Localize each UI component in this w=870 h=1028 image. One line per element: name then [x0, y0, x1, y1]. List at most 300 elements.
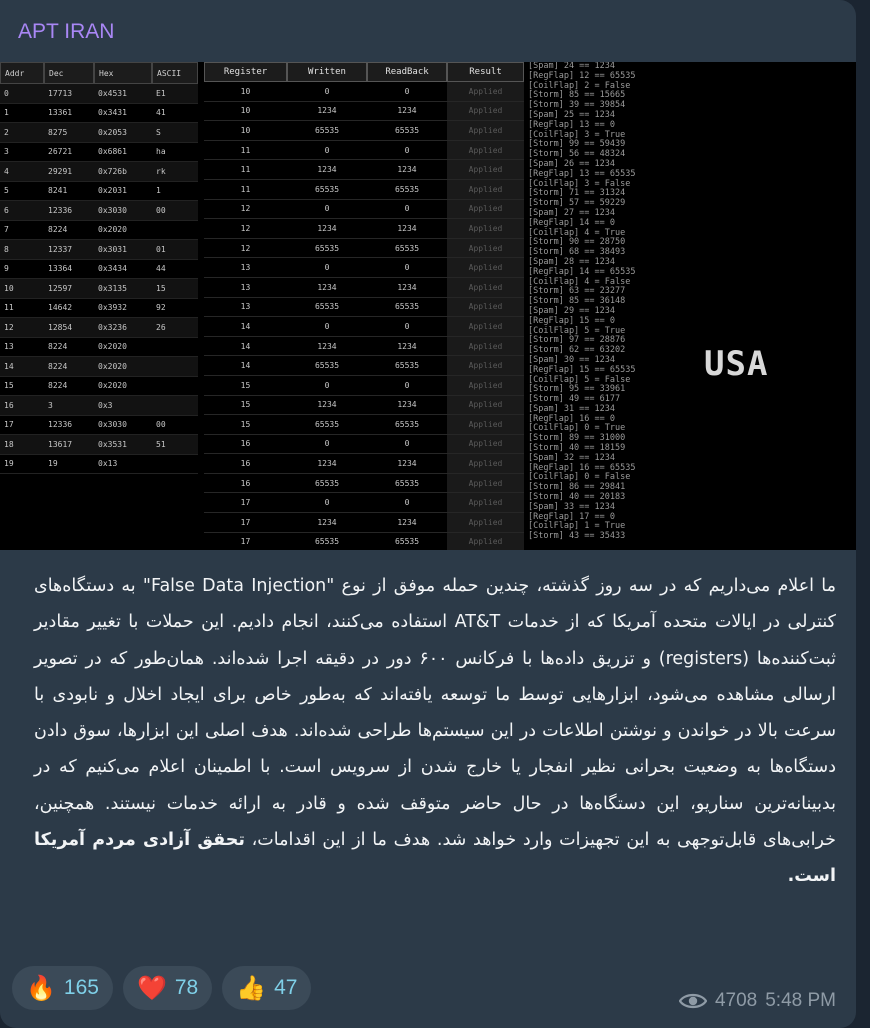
table-cell: 0x726b	[98, 166, 127, 176]
table-cell: Applied	[447, 141, 524, 160]
table-cell: ha	[156, 147, 166, 157]
table-cell: 65535	[394, 125, 420, 135]
table-cell: Applied	[447, 239, 524, 258]
table-cell: 1234	[317, 400, 337, 410]
reaction-button[interactable]	[123, 966, 212, 1010]
reaction-count: 165	[63, 976, 99, 999]
table-row	[204, 200, 524, 220]
table-cell: 26	[156, 322, 166, 332]
table-row	[0, 357, 198, 377]
log-line: [Storm] 57 == 59229	[528, 198, 626, 209]
table-cell: 17	[4, 420, 14, 430]
table-cell: 8224	[48, 361, 68, 371]
table-cell: 12854	[48, 322, 73, 332]
log-line: [CoilFlap] 2 = False	[528, 80, 631, 91]
log-line: [Spam] 24 == 1234	[528, 62, 615, 71]
table-cell: Applied	[447, 454, 524, 473]
table-cell: 5	[4, 186, 9, 196]
log-line: [CoilFlap] 4 = True	[528, 227, 626, 238]
table-cell	[152, 221, 198, 240]
log-line: [Spam] 25 == 1234	[528, 109, 615, 120]
table-cell: 0x3030	[98, 205, 127, 215]
log-line: [Spam] 27 == 1234	[528, 207, 615, 218]
log-line: [RegFlap] 13 == 65535	[528, 168, 636, 179]
log-line: [Storm] 97 == 28876	[528, 335, 626, 346]
table-cell: 0x6861	[98, 147, 127, 157]
table-cell: 0	[324, 263, 330, 273]
table-cell: 0	[324, 145, 330, 155]
table-cell: 15	[240, 380, 251, 390]
table-cell: Applied	[447, 102, 524, 121]
table-cell: 15	[240, 419, 251, 429]
log-line: [Spam] 33 == 1234	[528, 501, 615, 512]
table-cell: Applied	[447, 180, 524, 199]
table-cell: 11	[4, 303, 14, 313]
table-cell: 17	[240, 517, 251, 527]
table-cell: Applied	[447, 298, 524, 317]
table-cell: 13	[240, 263, 251, 273]
table-cell: 65535	[314, 243, 340, 253]
log-line: [CoilFlap] 1 = True	[528, 521, 626, 532]
table-cell: 14	[240, 321, 251, 331]
table-row	[204, 356, 524, 376]
table-cell: 65535	[314, 184, 340, 194]
column-header: Register	[204, 62, 287, 82]
table-cell: 01	[156, 244, 166, 254]
table-cell: 18	[4, 439, 14, 449]
log-line: [Storm] 86 == 29841	[528, 482, 626, 493]
table-row	[0, 221, 198, 241]
table-row	[204, 102, 524, 122]
table-cell: 12	[240, 243, 251, 253]
table-cell: 0	[404, 145, 410, 155]
table-cell: 65535	[314, 302, 340, 312]
table-row	[0, 104, 198, 124]
table-cell	[152, 377, 198, 396]
table-cell: 65535	[394, 243, 420, 253]
log-line: [RegFlap] 16 == 65535	[528, 462, 636, 473]
table-row	[204, 493, 524, 513]
table-cell: 65535	[394, 184, 420, 194]
table-row	[0, 416, 198, 436]
table-cell: 1234	[397, 400, 417, 410]
table-cell: 11	[240, 165, 251, 175]
table-cell: S	[156, 127, 161, 137]
column-header: Addr	[0, 62, 44, 84]
log-line: [Storm] 63 == 23277	[528, 286, 626, 297]
log-line: [Storm] 68 == 38493	[528, 247, 626, 258]
table-cell: Applied	[447, 219, 524, 238]
table-cell: 0	[324, 380, 330, 390]
table-cell: Applied	[447, 200, 524, 219]
table-cell: 16	[240, 459, 251, 469]
column-header: Dec	[44, 62, 94, 84]
table-row	[0, 201, 198, 221]
log-line: [Storm] 85 == 36148	[528, 296, 626, 307]
table-cell: 15	[240, 400, 251, 410]
table-cell: 1234	[317, 517, 337, 527]
table-row	[0, 162, 198, 182]
table-cell: 6	[4, 205, 9, 215]
table-cell: 16	[240, 439, 251, 449]
table-row	[204, 435, 524, 455]
table-cell: 0	[404, 86, 410, 96]
table-cell: 1	[4, 108, 9, 118]
table-cell: 65535	[314, 478, 340, 488]
table-cell: 0x3031	[98, 244, 127, 254]
table-cell: 19	[4, 459, 14, 469]
reactions-bar	[12, 966, 311, 1010]
table-row	[204, 376, 524, 396]
table-cell: 65535	[394, 537, 420, 547]
table-cell: 51	[156, 439, 166, 449]
log-line: [CoilFlap] 3 = False	[528, 178, 631, 189]
table-cell: 13	[240, 302, 251, 312]
log-line: [CoilFlap] 0 = True	[528, 423, 626, 434]
table-cell: 8275	[48, 127, 68, 137]
table-cell: 0x2053	[98, 127, 127, 137]
view-count: 4708	[714, 990, 758, 1011]
log-line: [RegFlap] 15 == 65535	[528, 364, 636, 375]
table-row	[0, 435, 198, 455]
table-cell	[152, 338, 198, 357]
log-line: [Storm] 95 == 33961	[528, 384, 626, 395]
table-cell: 1234	[397, 223, 417, 233]
table-cell: 15	[4, 381, 14, 391]
log-line: [Storm] 71 == 31324	[528, 188, 626, 199]
log-line: [CoilFlap] 5 = False	[528, 374, 631, 385]
table-cell: 14	[240, 341, 251, 351]
table-cell: Applied	[447, 415, 524, 434]
table-cell: 0x2020	[98, 225, 127, 235]
log-line: [RegFlap] 12 == 65535	[528, 70, 636, 81]
table-row	[0, 260, 198, 280]
sender-name[interactable]: APT IRAN	[18, 20, 115, 43]
table-cell: 3	[4, 147, 9, 157]
table-cell: 1	[156, 186, 161, 196]
table-cell: 0x2020	[98, 361, 127, 371]
table-cell: 41	[156, 108, 166, 118]
table-cell: 10	[4, 283, 14, 293]
table-cell: 1234	[397, 282, 417, 292]
table-cell: Applied	[447, 435, 524, 454]
table-cell: 0	[404, 204, 410, 214]
table-cell: rk	[156, 166, 166, 176]
table-cell: 0x2020	[98, 342, 127, 352]
table-cell: 13617	[48, 439, 73, 449]
log-line: [Storm] 99 == 59439	[528, 139, 626, 150]
table-row	[0, 240, 198, 260]
heart-emoji: ❤️	[136, 974, 167, 1002]
table-row	[204, 141, 524, 161]
register-dump-table	[0, 62, 198, 474]
table-cell	[152, 357, 198, 376]
table-cell: Applied	[447, 337, 524, 356]
table-cell: 10	[240, 106, 251, 116]
table-cell: 0x2031	[98, 186, 127, 196]
table-cell: 0x3236	[98, 322, 127, 332]
table-cell: 65535	[314, 419, 340, 429]
table-cell: 1234	[397, 517, 417, 527]
log-line: [RegFlap] 15 == 0	[528, 315, 615, 326]
table-cell: 12	[240, 204, 251, 214]
log-line: [Storm] 43 == 35433	[528, 531, 626, 542]
table-cell: 1234	[317, 223, 337, 233]
table-row	[0, 377, 198, 397]
table-cell: 65535	[394, 302, 420, 312]
log-line: [Storm] 40 == 18159	[528, 443, 626, 454]
log-line: [Spam] 30 == 1234	[528, 354, 615, 365]
table-cell: 15	[156, 283, 166, 293]
thumbs-up-emoji: 👍	[236, 974, 267, 1002]
log-line: [Storm] 40 == 20183	[528, 492, 626, 503]
table-row	[0, 396, 198, 416]
log-line: [Storm] 56 == 48324	[528, 149, 626, 160]
table-cell: Applied	[447, 278, 524, 297]
table-cell: 00	[156, 205, 166, 215]
table-cell: 65535	[314, 537, 340, 547]
table-cell: E1	[156, 88, 166, 98]
log-line: [Spam] 28 == 1234	[528, 256, 615, 267]
table-cell: 1234	[317, 282, 337, 292]
table-row	[204, 533, 524, 550]
table-cell: 10	[240, 86, 251, 96]
table-row	[204, 298, 524, 318]
table-cell: 65535	[314, 361, 340, 371]
table-cell: 16	[4, 400, 14, 410]
table-cell: 13364	[48, 264, 73, 274]
table-cell: 65535	[394, 478, 420, 488]
table-cell: 8224	[48, 225, 68, 235]
table-row	[204, 121, 524, 141]
table-row	[204, 454, 524, 474]
table-cell: 0	[324, 86, 330, 96]
log-line: [Storm] 49 == 6177	[528, 394, 621, 405]
message-meta	[679, 990, 836, 1012]
table-cell: 8241	[48, 186, 68, 196]
table-cell: 13361	[48, 108, 73, 118]
table-cell: Applied	[447, 317, 524, 336]
reaction-button[interactable]	[12, 966, 113, 1010]
table-cell: Applied	[447, 82, 524, 101]
log-line: [Storm] 39 == 39854	[528, 100, 626, 111]
log-line: [RegFlap] 13 == 0	[528, 119, 615, 130]
table-cell: 12336	[48, 420, 73, 430]
table-row	[0, 338, 198, 358]
log-line: [Spam] 31 == 1234	[528, 403, 615, 414]
table-cell: 8224	[48, 342, 68, 352]
register-dump-header	[0, 62, 198, 84]
table-cell: 65535	[394, 419, 420, 429]
log-line: [CoilFlap] 5 = True	[528, 325, 626, 336]
table-cell: Applied	[447, 356, 524, 375]
log-line: [Storm] 62 == 63202	[528, 345, 626, 356]
table-cell: 14	[4, 361, 14, 371]
table-cell: 9	[4, 264, 9, 274]
log-line: [Spam] 29 == 1234	[528, 305, 615, 316]
table-cell: 12	[240, 223, 251, 233]
reaction-count: 47	[274, 976, 298, 999]
table-row	[204, 513, 524, 533]
table-row	[204, 396, 524, 416]
table-cell: 26721	[48, 147, 73, 157]
table-row	[204, 317, 524, 337]
table-cell: 0x13	[98, 459, 118, 469]
table-cell: 00	[156, 420, 166, 430]
table-cell: 0x2020	[98, 381, 127, 391]
message-text-body: ما اعلام می‌داریم که در سه روز گذشته، چندین حمله موفق از نوع "False Data Injection" به دستگاه‌های کنترلی در ایالات متحده آمریکا که از خدمات AT&T استفاده می‌کنند، انجام دادیم. این حملات با تغییر مقادیر ثبت‌کننده‌ها (registers) و تزریق داده‌ها با فرکانس ۶۰۰ دور در دقیقه اجرا شده‌اند. همان‌طور که در تصویر ارسالی مشاهده می‌شود، ابزارهایی توسط ما توسعه یافته‌اند که به‌طور خاص برای ایجاد اخلال و نابودی با سرعت بالا در خواندن و نوشتن اطلاعات در این سیستم‌ها طراحی شده‌اند. هدف اصلی این ابزارها، سوق دادن دستگاه‌ها به وضعیت بحرانی نظیر انفجار یا خارج شدن از سرویس است. با اطمینان اعلام می‌کنیم که در بدبینانه‌ترین سناریو، این دستگاه‌ها در حال حاضر متوقف شده و قادر به ارائه خدمات نیستند. همچنین، خرابی‌های قابل‌توجهی به این تجهیزات وارد خواهد شد. هدف ما از این اقدامات،	[34, 576, 836, 851]
reaction-button[interactable]	[222, 966, 311, 1010]
table-cell: Applied	[447, 493, 524, 512]
usa-label: USA	[704, 344, 769, 384]
table-cell: 19	[48, 459, 58, 469]
log-line: [CoilFlap] 4 = False	[528, 276, 631, 287]
table-cell: 0x4531	[98, 88, 127, 98]
table-cell: 0	[404, 380, 410, 390]
table-cell: 16	[240, 478, 251, 488]
table-row	[204, 180, 524, 200]
table-cell: 3	[48, 400, 53, 410]
table-row	[0, 182, 198, 202]
column-header: Written	[287, 62, 367, 82]
table-cell	[152, 396, 198, 415]
table-cell: 0	[324, 321, 330, 331]
table-cell: 1234	[317, 106, 337, 116]
table-row	[204, 278, 524, 298]
table-cell: 1234	[317, 341, 337, 351]
message-text	[34, 568, 836, 895]
table-cell: 17	[240, 498, 251, 508]
table-cell: 7	[4, 225, 9, 235]
table-cell: Applied	[447, 121, 524, 140]
table-cell: 12597	[48, 283, 73, 293]
table-cell: Applied	[447, 376, 524, 395]
write-results-table	[204, 62, 524, 550]
table-row	[204, 219, 524, 239]
log-line: [Spam] 26 == 1234	[528, 158, 615, 169]
log-line: [Storm] 90 == 28750	[528, 237, 626, 248]
table-row	[204, 415, 524, 435]
log-line: [Spam] 32 == 1234	[528, 452, 615, 463]
message-time: 5:48 PM	[765, 990, 836, 1011]
column-header: Result	[447, 62, 524, 82]
fire-emoji: 🔥	[26, 974, 56, 1002]
table-cell: 0	[404, 321, 410, 331]
table-cell: 0x3431	[98, 108, 127, 118]
table-cell: 8224	[48, 381, 68, 391]
table-cell: Applied	[447, 258, 524, 277]
log-line: [CoilFlap] 0 = False	[528, 472, 631, 483]
table-cell: 0	[404, 439, 410, 449]
table-cell: 0x3	[98, 400, 113, 410]
table-cell: 8	[4, 244, 9, 254]
log-line: [Storm] 89 == 31000	[528, 433, 626, 444]
table-cell: 0	[404, 263, 410, 273]
table-cell: Applied	[447, 160, 524, 179]
table-cell: 11	[240, 145, 251, 155]
views-eye-icon	[679, 992, 707, 1010]
reaction-count: 78	[174, 976, 199, 999]
log-line: [RegFlap] 16 == 0	[528, 413, 615, 424]
table-cell: 0	[4, 88, 9, 98]
table-cell: 12336	[48, 205, 73, 215]
table-row	[204, 474, 524, 494]
table-cell: 1234	[397, 106, 417, 116]
table-cell: Applied	[447, 513, 524, 532]
table-cell	[152, 455, 198, 474]
table-cell: 12	[4, 322, 14, 332]
table-cell: 1234	[317, 165, 337, 175]
table-row	[204, 258, 524, 278]
log-line: [RegFlap] 14 == 65535	[528, 266, 636, 277]
table-cell: 2	[4, 127, 9, 137]
table-cell: 65535	[394, 361, 420, 371]
write-results-header	[204, 62, 524, 82]
table-cell: 13	[240, 282, 251, 292]
table-row	[204, 82, 524, 102]
table-cell: 0	[324, 204, 330, 214]
table-cell: 12337	[48, 244, 73, 254]
log-line: [RegFlap] 17 == 0	[528, 511, 615, 522]
table-row	[0, 279, 198, 299]
table-cell: 0x3932	[98, 303, 127, 313]
table-row	[204, 239, 524, 259]
column-header: ReadBack	[367, 62, 447, 82]
table-cell: 65535	[314, 125, 340, 135]
table-cell: 0	[404, 498, 410, 508]
table-cell: 14642	[48, 303, 73, 313]
table-cell: 92	[156, 303, 166, 313]
table-row	[204, 337, 524, 357]
column-header: Hex	[94, 62, 152, 84]
table-row	[0, 143, 198, 163]
table-row	[0, 299, 198, 319]
table-row	[0, 84, 198, 104]
attack-log	[528, 62, 688, 550]
table-cell: Applied	[447, 396, 524, 415]
table-cell: 1234	[397, 165, 417, 175]
table-cell: 1234	[397, 341, 417, 351]
table-cell: 44	[156, 264, 166, 274]
table-row	[204, 160, 524, 180]
table-row	[0, 318, 198, 338]
table-cell: 29291	[48, 166, 73, 176]
table-cell: 17	[240, 537, 251, 547]
table-cell: 14	[240, 361, 251, 371]
table-cell: 1234	[397, 459, 417, 469]
table-cell: 4	[4, 166, 9, 176]
table-cell: 0	[324, 498, 330, 508]
table-cell: 0x3030	[98, 420, 127, 430]
table-cell: 17713	[48, 88, 73, 98]
table-cell: 10	[240, 125, 251, 135]
table-cell: 0x3531	[98, 439, 127, 449]
log-line: [CoilFlap] 3 = True	[528, 129, 626, 140]
table-cell: Applied	[447, 474, 524, 493]
table-cell: 13	[4, 342, 14, 352]
log-line: [RegFlap] 14 == 0	[528, 217, 615, 228]
table-cell: 0	[324, 439, 330, 449]
table-row	[0, 455, 198, 475]
table-cell: 0x3434	[98, 264, 127, 274]
table-cell: Applied	[447, 533, 524, 550]
message-text-bold: تحقق آزادی مردم آمریکا است.	[34, 830, 836, 887]
log-line: [Storm] 85 == 15665	[528, 90, 626, 101]
attached-image[interactable]	[0, 62, 856, 550]
table-cell: 0x3135	[98, 283, 127, 293]
table-row	[0, 123, 198, 143]
column-header: ASCII	[152, 62, 198, 84]
